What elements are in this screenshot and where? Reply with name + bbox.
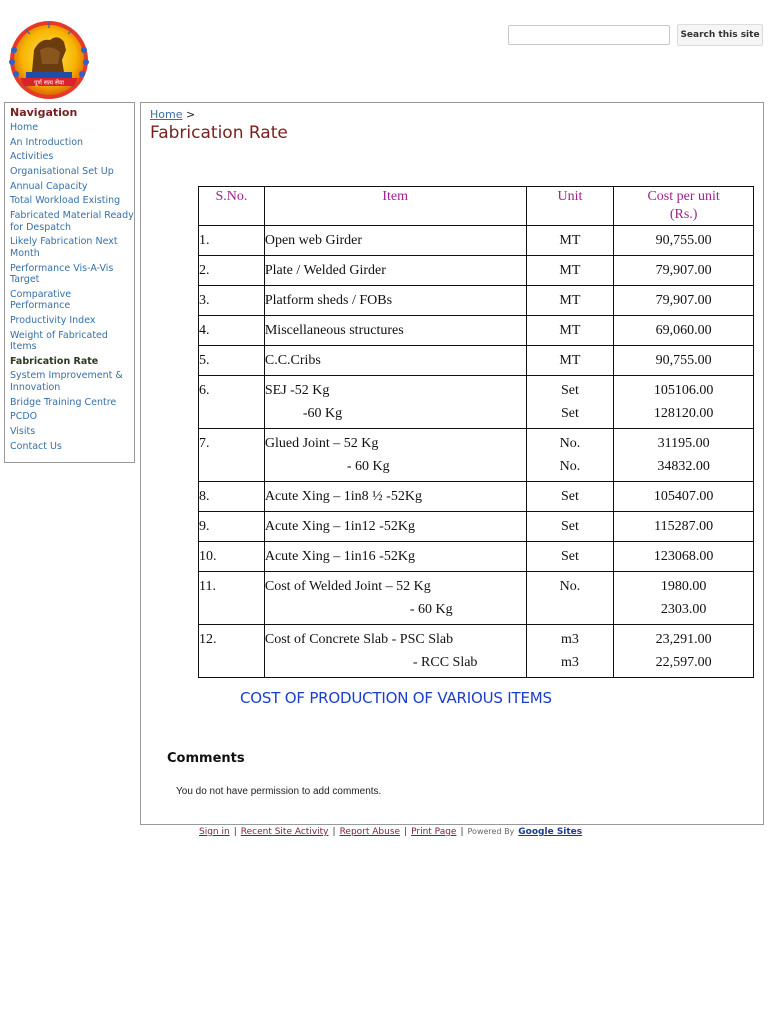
sidebar-item[interactable]: Total Workload Existing [10, 195, 121, 207]
cell-unit-line: No. [559, 436, 581, 451]
table-row [199, 572, 754, 625]
cell-item-line: Platform sheds / FOBs [264, 293, 393, 308]
table-caption: COST OF PRODUCTION OF VARIOUS ITEMS [240, 689, 552, 707]
cell-unit [526, 572, 614, 625]
header-cost [614, 187, 754, 226]
cell-cost [614, 429, 754, 482]
cell-unit-line: No. [559, 579, 581, 594]
sign-in-link[interactable]: Sign in [199, 827, 230, 837]
sidebar-item[interactable]: Annual Capacity [10, 180, 88, 192]
cell-sno: 6. [199, 376, 265, 429]
cell-item-line: -60 Kg [302, 406, 343, 421]
comments-heading: Comments [167, 751, 245, 766]
cell-sno: 5. [199, 346, 265, 376]
table-row [199, 376, 754, 429]
footer-separator: | [404, 827, 408, 837]
cell-item-line: - 60 Kg [346, 459, 390, 474]
cell-unit [526, 226, 614, 256]
sidebar-item[interactable]: Fabricated Material Ready for Despatch [10, 210, 134, 233]
report-abuse-link[interactable]: Report Abuse [339, 827, 401, 837]
cell-cost-line: 34832.00 [657, 459, 710, 474]
header-item: Item [264, 187, 526, 226]
cell-unit-line: MT [559, 263, 581, 278]
table-row [199, 542, 754, 572]
sidebar-item[interactable]: Likely Fabrication Next Month [10, 236, 118, 259]
table-header-row [199, 187, 754, 226]
cell-unit [526, 429, 614, 482]
cell-sno: 3. [199, 286, 265, 316]
cell-unit-line: MT [559, 323, 581, 338]
sidebar-item[interactable]: Weight of Fabricated Items [10, 329, 108, 353]
cell-unit-line: m3 [560, 655, 579, 670]
cell-cost-line: 90,755.00 [655, 233, 712, 248]
cell-cost-line: 1980.00 [660, 579, 707, 594]
cell-cost-line: 2303.00 [660, 602, 707, 617]
cell-item [264, 482, 526, 512]
sidebar-item[interactable]: Visits [10, 426, 36, 437]
cell-item-line: Plate / Welded Girder [264, 263, 386, 278]
sidebar-heading: Navigation [10, 106, 78, 119]
cell-cost [614, 482, 754, 512]
table-row [199, 625, 754, 678]
cell-unit [526, 346, 614, 376]
cell-unit-line: m3 [560, 632, 579, 647]
cell-item [264, 625, 526, 678]
cell-cost [614, 286, 754, 316]
cell-item [264, 226, 526, 256]
cell-item-line: - 60 Kg [409, 602, 453, 617]
cell-sno: 4. [199, 316, 265, 346]
cell-item [264, 429, 526, 482]
cell-sno: 10. [199, 542, 265, 572]
cell-cost-line: 79,907.00 [655, 263, 712, 278]
fabrication-rate-table [198, 186, 754, 678]
search-input[interactable] [508, 25, 670, 45]
cell-cost-line: 115287.00 [654, 519, 714, 534]
header-cost-line1: Cost per unit [647, 189, 720, 204]
table-row [199, 512, 754, 542]
cell-cost-line: 105407.00 [653, 489, 714, 504]
cell-sno: 8. [199, 482, 265, 512]
cell-unit-line: Set [560, 549, 579, 564]
footer [199, 827, 582, 837]
cell-cost-line: 31195.00 [657, 436, 710, 451]
breadcrumb [150, 108, 195, 121]
cell-cost [614, 256, 754, 286]
cell-unit-line: MT [559, 293, 581, 308]
footer-separator: | [233, 827, 237, 837]
search-button[interactable]: Search this site [677, 24, 763, 46]
cell-sno: 9. [199, 512, 265, 542]
cell-unit-line: MT [559, 233, 581, 248]
table-row [199, 429, 754, 482]
sidebar-item[interactable]: Home [10, 122, 39, 133]
cell-item [264, 286, 526, 316]
cell-unit-line: MT [559, 353, 581, 368]
cell-unit [526, 625, 614, 678]
cell-item [264, 376, 526, 429]
cell-cost [614, 625, 754, 678]
cell-cost-line: 22,597.00 [655, 655, 712, 670]
cell-item [264, 572, 526, 625]
cell-cost-line: 90,755.00 [655, 353, 712, 368]
table-row [199, 256, 754, 286]
cell-cost-line: 128120.00 [653, 406, 714, 421]
google-sites-link[interactable]: Google Sites [518, 827, 583, 837]
svg-text:पूर्ण सत्य सेवा: पूर्ण सत्य सेवा [34, 79, 64, 87]
cell-sno: 12. [199, 625, 265, 678]
railway-logo-icon [6, 20, 92, 100]
cell-cost-line: 69,060.00 [655, 323, 712, 338]
cell-item-line: Cost of Concrete Slab - PSC Slab [264, 632, 454, 647]
main-content [140, 102, 764, 825]
cell-sno: 1. [199, 226, 265, 256]
cell-item-line: Miscellaneous structures [264, 323, 404, 338]
cell-sno: 11. [199, 572, 265, 625]
header-unit: Unit [526, 187, 614, 226]
cell-item-line: Open web Girder [264, 233, 363, 248]
sidebar-item[interactable]: Productivity Index [10, 314, 96, 326]
cell-item-line: Glued Joint – 52 Kg [264, 436, 379, 451]
cell-item-line: C.C.Cribs [264, 353, 321, 368]
sidebar-navigation [4, 102, 135, 463]
sidebar-item[interactable]: Activities [10, 151, 54, 163]
cell-cost [614, 542, 754, 572]
sidebar-item[interactable]: PCDO [10, 411, 38, 423]
cell-item [264, 316, 526, 346]
header-sno: S.No. [199, 187, 265, 226]
cell-item-line: Cost of Welded Joint – 52 Kg [264, 579, 431, 594]
cell-unit [526, 512, 614, 542]
cell-unit-line: Set [560, 519, 579, 534]
footer-separator: | [460, 827, 464, 837]
cell-cost [614, 226, 754, 256]
breadcrumb-home-link[interactable]: Home [150, 108, 183, 121]
page-title: Fabrication Rate [150, 123, 288, 143]
cell-item [264, 256, 526, 286]
cell-cost-line: 123068.00 [653, 549, 714, 564]
print-page-link[interactable]: Print Page [411, 827, 457, 837]
cell-cost [614, 316, 754, 346]
cell-unit [526, 256, 614, 286]
cell-cost [614, 376, 754, 429]
cell-sno: 2. [199, 256, 265, 286]
cell-unit [526, 482, 614, 512]
table-row [199, 316, 754, 346]
cell-unit-line: Set [560, 406, 579, 421]
table-row [199, 286, 754, 316]
recent-site-activity-link[interactable]: Recent Site Activity [240, 827, 329, 837]
sidebar-item[interactable]: Contact Us [10, 440, 62, 452]
cell-item-line: SEJ -52 Kg [264, 383, 330, 398]
cell-cost [614, 346, 754, 376]
cell-unit-line: No. [559, 459, 581, 474]
cell-unit [526, 316, 614, 346]
sidebar-item[interactable]: Fabrication Rate [10, 355, 99, 367]
cell-unit [526, 542, 614, 572]
sidebar-item[interactable]: Performance Vis-A-Vis Target [10, 262, 114, 285]
cell-item-line: Acute Xing – 1in16 -52Kg [264, 549, 415, 564]
cell-unit [526, 286, 614, 316]
sidebar-item[interactable]: Organisational Set Up [10, 166, 114, 178]
footer-separator: | [332, 827, 336, 837]
sidebar-item[interactable]: An Introduction [10, 136, 84, 148]
powered-by-label: Powered By [467, 827, 515, 836]
header-cost-line2: (Rs.) [669, 207, 698, 222]
table-body [199, 226, 754, 678]
cell-unit [526, 376, 614, 429]
sidebar-item[interactable]: System Improvement & Innovation [10, 370, 123, 393]
cell-cost-line: 105106.00 [653, 383, 714, 398]
cell-item [264, 346, 526, 376]
table-row [199, 482, 754, 512]
table-row [199, 346, 754, 376]
cell-unit-line: Set [560, 383, 579, 398]
cell-item-line: Acute Xing – 1in8 ½ -52Kg [264, 489, 422, 504]
cell-item [264, 542, 526, 572]
cell-cost-line: 79,907.00 [655, 293, 712, 308]
cell-cost-line: 23,291.00 [655, 632, 712, 647]
cell-unit-line: Set [560, 489, 579, 504]
table-row [199, 226, 754, 256]
breadcrumb-separator: > [185, 108, 196, 121]
nav-list [10, 122, 134, 452]
comments-permission-note: You do not have permission to add comments. [176, 786, 382, 797]
cell-cost [614, 572, 754, 625]
cell-cost [614, 512, 754, 542]
sidebar-item[interactable]: Comparative Performance [10, 288, 72, 312]
sidebar-item[interactable]: Bridge Training Centre [10, 396, 117, 408]
cell-item-line: Acute Xing – 1in12 -52Kg [264, 519, 415, 534]
cell-item [264, 512, 526, 542]
cell-sno: 7. [199, 429, 265, 482]
cell-item-line: - RCC Slab [412, 655, 478, 670]
